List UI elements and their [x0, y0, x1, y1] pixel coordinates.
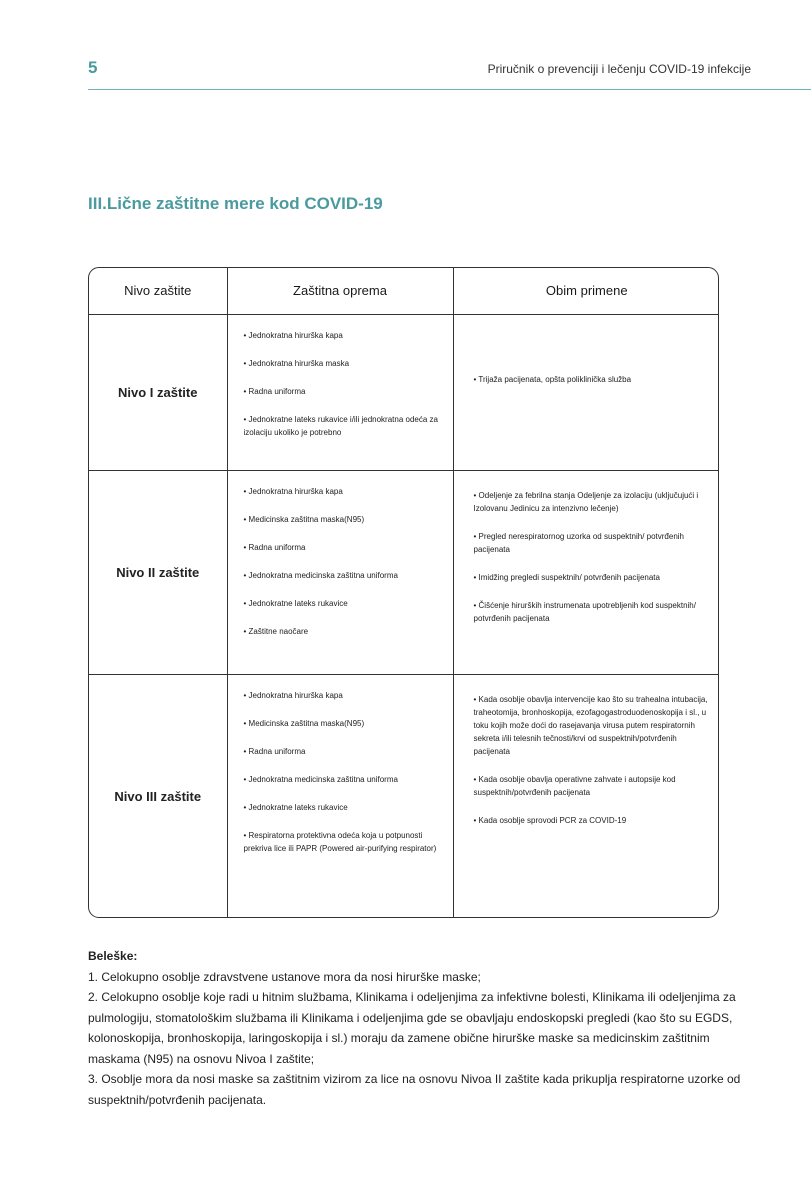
list-item: • Pregled nerespiratornog uzorka od suspektnih/ potvrđenih pacijenata: [474, 530, 711, 556]
list-item: • Jednokratne lateks rukavice i/ili jednokratna odeća za izolaciju ukoliko je potrebno: [244, 413, 443, 439]
table-row: [89, 470, 719, 674]
notes-title: Beleške:: [88, 949, 138, 963]
table-row: [89, 674, 719, 918]
list-item: • Jednokratne lateks rukavice: [244, 597, 443, 610]
list-item: • Imidžing pregledi suspektnih/ potvrđenih pacijenata: [474, 571, 711, 584]
note-item: 1. Celokupno osoblje zdravstvene ustanove mora da nosi hirurške maske;: [88, 969, 481, 984]
list-item: • Jednokratna hirurška kapa: [244, 689, 443, 702]
equipment-cell: [227, 674, 453, 918]
list-item: • Kada osoblje obavlja operativne zahvate i autopsije kod suspektnih/potvrđenih pacijenata: [474, 773, 711, 799]
list-item: • Jednokratna medicinska zaštitna uniforma: [244, 773, 443, 786]
notes-section: [88, 946, 758, 1110]
list-item: • Jednokratna hirurška kapa: [244, 329, 443, 342]
list-item: • Radna uniforma: [244, 385, 443, 398]
scope-cell: [453, 314, 719, 470]
list-item: • Radna uniforma: [244, 745, 443, 758]
note-item: 2. Celokupno osoblje koje radi u hitnim službama, Klinikama i odeljenjima za infektivne bolesti, Klinikama ili odeljenjima za pulmologiju, stomatološkim službama ili Klinikama i odeljenjima gde se obavljaju endoskopski pregledi (kao što su EGDS, kolonoskopija, bronhoskopija, laringoskopija i sl.) moraju da zamene obične hirurške maske sa medicinskim zaštitnim maskama (N95) na osnovu Nivoa I zaštite;: [88, 990, 736, 1066]
section-title: III.Lične zaštitne mere kod COVID-19: [88, 194, 383, 213]
table-header-row: [89, 268, 719, 314]
list-item: • Jednokratne lateks rukavice: [244, 801, 443, 814]
level-cell: Nivo III zaštite: [89, 674, 227, 918]
list-item: • Medicinska zaštitna maska(N95): [244, 513, 443, 526]
column-header-scope: Obim primene: [453, 268, 719, 314]
list-item: • Kada osoblje sprovodi PCR za COVID-19: [474, 814, 711, 827]
list-item: • Medicinska zaštitna maska(N95): [244, 717, 443, 730]
level-cell: Nivo II zaštite: [89, 470, 227, 674]
list-item: • Zaštitne naočare: [244, 625, 443, 638]
running-header-title: Priručnik o prevenciji i lečenju COVID-19 infekcije: [487, 62, 751, 76]
list-item: • Jednokratna hirurška kapa: [244, 485, 443, 498]
equipment-cell: [227, 470, 453, 674]
protection-table: [88, 267, 719, 918]
equipment-cell: [227, 314, 453, 470]
note-item: 3. Osoblje mora da nosi maske sa zaštitnim vizirom za lice na osnovu Nivoa II zaštite kada prikuplja respiratorne uzorke od suspektnih/potvrđenih pacijenata.: [88, 1072, 741, 1107]
list-item: • Jednokratna hirurška maska: [244, 357, 443, 370]
page-number: 5: [88, 58, 98, 77]
list-item: • Čišćenje hirurških instrumenata upotrebljenih kod suspektnih/ potvrđenih pacijenata: [474, 599, 711, 625]
scope-cell: [453, 674, 719, 918]
list-item: • Odeljenje za febrilna stanja Odeljenje za izolaciju (uključujući i Izolovanu Jedinicu za intenzivno lečenje): [474, 489, 711, 515]
header-rule: [88, 89, 811, 90]
level-cell: Nivo I zaštite: [89, 314, 227, 470]
table-row: [89, 314, 719, 470]
column-header-level: Nivo zaštite: [89, 268, 227, 314]
scope-cell: [453, 470, 719, 674]
list-item: • Kada osoblje obavlja intervencije kao što su trahealna intubacija, traheotomija, bronhoskopija, ezofagogastroduodenoskopija i sl., u toku kojih može doći do rasejavanja virusa putem respiratornih sekreta i/ili telesnih tečnosti/krvi od suspektnih/potvrđenih pacijenata: [474, 693, 711, 758]
list-item: • Jednokratna medicinska zaštitna uniforma: [244, 569, 443, 582]
list-item: • Radna uniforma: [244, 541, 443, 554]
list-item: • Respiratorna protektivna odeća koja u potpunosti prekriva lice ili PAPR (Powered air-purifying respirator): [244, 829, 443, 855]
column-header-equipment: Zaštitna oprema: [227, 268, 453, 314]
list-item: • Trijaža pacijenata, opšta poliklinička služba: [474, 373, 711, 386]
